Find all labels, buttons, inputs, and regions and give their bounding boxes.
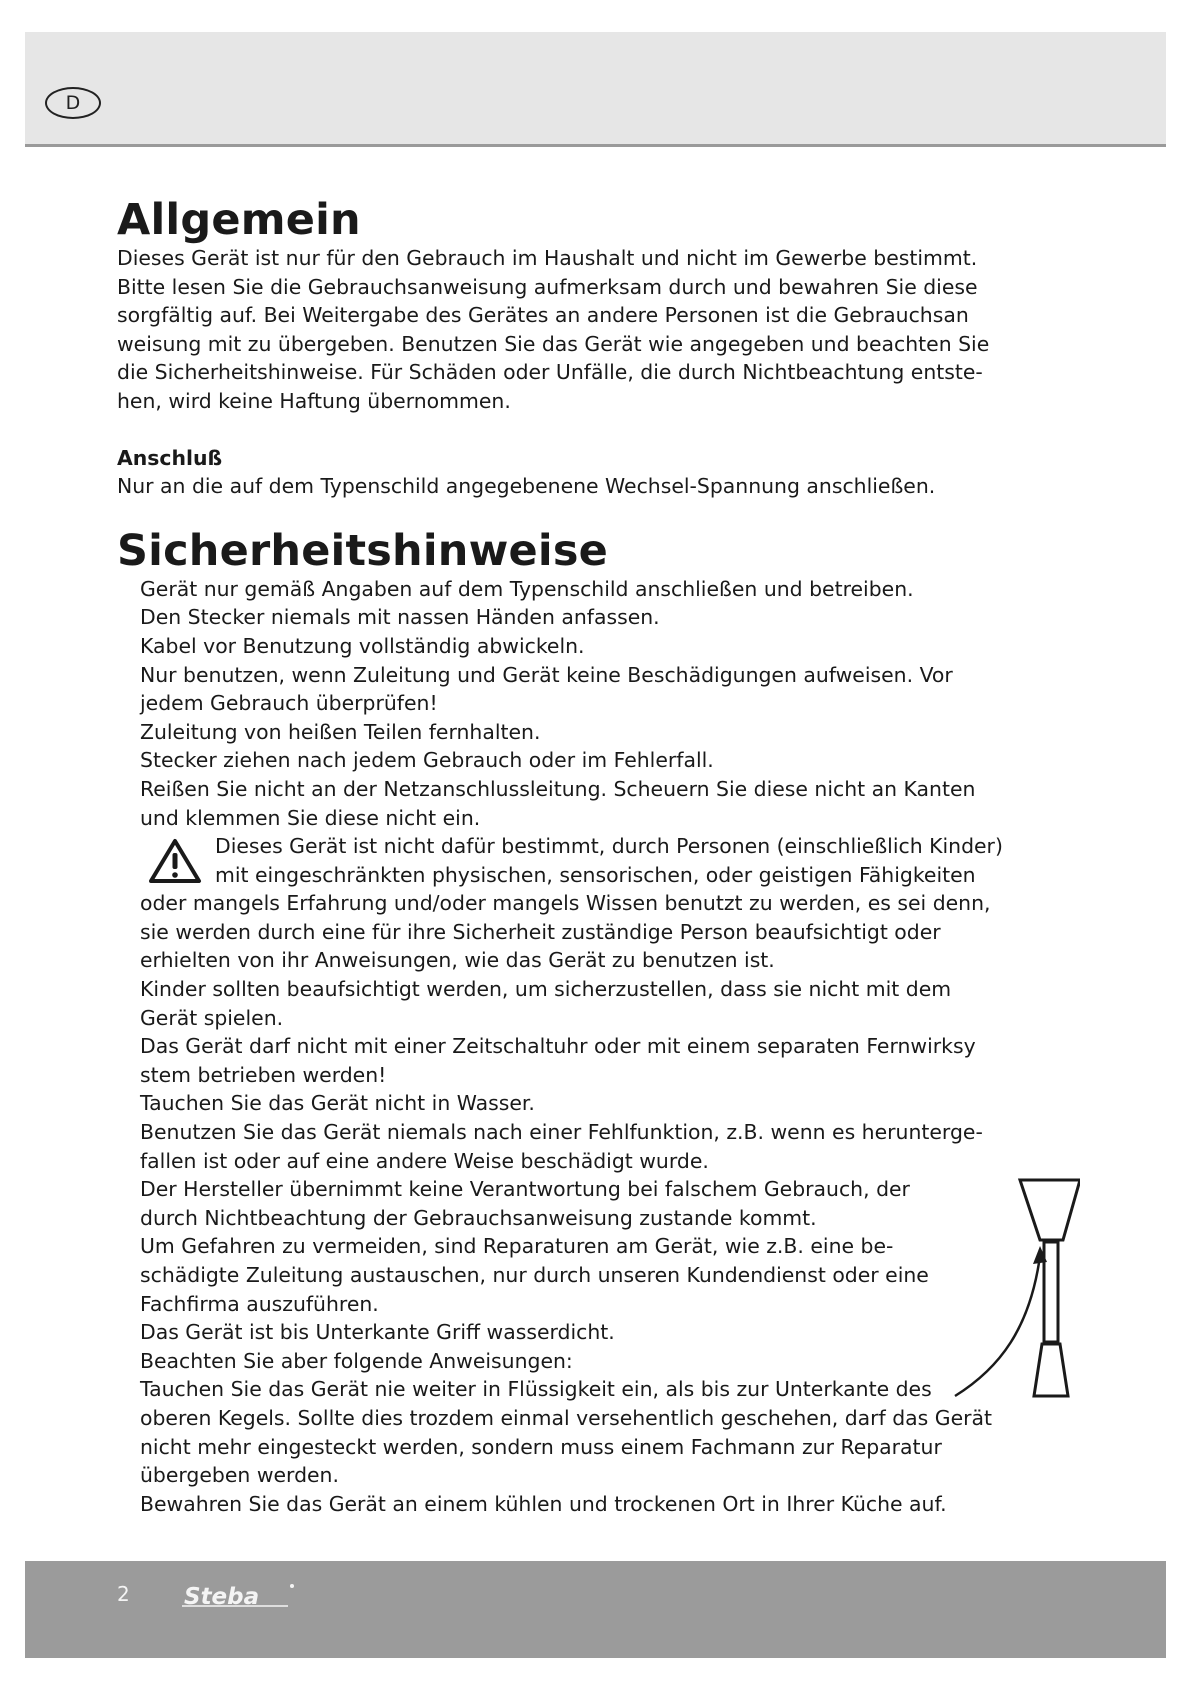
- section-title-general: Allgemein: [117, 195, 361, 245]
- safety-item-line: Stecker ziehen nach jedem Gebrauch oder im Fehlerfall.: [140, 748, 714, 773]
- safety-item-line: Beachten Sie aber folgende Anweisungen:: [140, 1348, 573, 1373]
- safety-item-line: stem betrieben werden!: [140, 1062, 387, 1087]
- warning-line: sie werden durch eine für ihre Sicherheit zuständige Person beaufsichtigt oder: [140, 919, 941, 944]
- safety-item: [140, 1032, 1117, 1089]
- general-line: Bitte lesen Sie die Gebrauchsanweisung aufmerksam durch und bewahren Sie diese: [117, 274, 978, 299]
- lower-cone-shape: [1034, 1344, 1068, 1396]
- safety-item-line: schädigte Zuleitung austauschen, nur durch unseren Kundendienst oder eine: [140, 1263, 929, 1287]
- safety-item-line: jedem Gebrauch überprüfen!: [140, 691, 438, 716]
- safety-item: [140, 661, 1117, 718]
- safety-item: [140, 603, 1117, 632]
- safety-item-line: Den Stecker niemals mit nassen Händen anfassen.: [140, 605, 660, 630]
- safety-item-line: durch Nichtbeachtung der Gebrauchsanweisung zustande kommt.: [140, 1205, 817, 1230]
- safety-item: [140, 1490, 1117, 1519]
- safety-item-line: Benutzen Sie das Gerät niemals nach einer Fehlfunktion, z.B. wenn es herunterge-: [140, 1120, 983, 1145]
- connection-heading: Anschluß: [117, 445, 223, 470]
- upper-cone-shape: [1020, 1180, 1080, 1240]
- safety-item-line: Tauchen Sie das Gerät nie weiter in Flüssigkeit ein, als bis zur Unterkante des: [140, 1377, 932, 1402]
- safety-item: [140, 1089, 1117, 1118]
- safety-item-line: Fachfirma auszuführen.: [140, 1291, 379, 1316]
- safety-item-line: fallen ist oder auf eine andere Weise beschädigt wurde.: [140, 1148, 709, 1173]
- general-line: sorgfältig auf. Bei Weitergabe des Gerätes an andere Personen ist die Gebrauchsan: [117, 303, 969, 328]
- arrow-shape: [955, 1256, 1040, 1396]
- safety-item-line: Das Gerät ist bis Unterkante Griff wasserdicht.: [140, 1320, 615, 1345]
- safety-item: [140, 1118, 1117, 1175]
- safety-item-line: übergeben werden.: [140, 1463, 339, 1488]
- page-number: 2: [117, 1582, 130, 1606]
- warning-line: Dieses Gerät ist nicht dafür bestimmt, durch Personen (einschließlich Kinder): [215, 834, 1003, 859]
- warning-line: erhielten von ihr Anweisungen, wie das Gerät zu benutzen ist.: [140, 948, 775, 973]
- shaft-shape: [1044, 1242, 1058, 1342]
- safety-item-line: Nur benutzen, wenn Zuleitung und Gerät keine Beschädigungen aufweisen. Vor: [140, 662, 953, 687]
- safety-item-line: Zuleitung von heißen Teilen fernhalten.: [140, 719, 541, 744]
- safety-item-line: und klemmen Sie diese nicht ein.: [140, 805, 481, 830]
- safety-item: [140, 975, 1117, 1032]
- general-line: die Sicherheitshinweise. Für Schäden oder Unfälle, die durch Nichtbeachtung entste-: [117, 360, 983, 385]
- warning-triangle-icon: [148, 838, 202, 884]
- safety-item-line: Das Gerät darf nicht mit einer Zeitschaltuhr oder mit einem separaten Fernwirksy: [140, 1034, 976, 1059]
- warning-line: mit eingeschränkten physischen, sensorischen, oder geistigen Fähigkeiten: [215, 862, 976, 887]
- safety-item: [140, 632, 1117, 661]
- language-badge: D: [45, 87, 101, 119]
- safety-item: [140, 718, 1117, 747]
- safety-item-line: Gerät spielen.: [140, 1005, 284, 1030]
- connection-text: Nur an die auf dem Typenschild angegebenene Wechsel-Spannung anschließen.: [117, 474, 936, 499]
- safety-item-line: Tauchen Sie das Gerät nicht in Wasser.: [140, 1091, 535, 1116]
- general-line: Dieses Gerät ist nur für den Gebrauch im Haushalt und nicht im Gewerbe bestimmt.: [117, 246, 978, 270]
- safety-item-line: oberen Kegels. Sollte dies trozdem einmal versehentlich geschehen, darf das Gerät: [140, 1405, 992, 1430]
- warning-line: oder mangels Erfahrung und/oder mangels Wissen benutzt zu werden, es sei denn,: [140, 891, 991, 916]
- svg-text:Steba: Steba: [184, 1584, 260, 1610]
- general-line: weisung mit zu übergeben. Benutzen Sie das Gerät wie angegeben und beachten Sie: [117, 331, 990, 356]
- safety-item-line: Kinder sollten beaufsichtigt werden, um sicherzustellen, dass sie nicht mit dem: [140, 977, 952, 1002]
- safety-item-line: Bewahren Sie das Gerät an einem kühlen und trockenen Ort in Ihrer Küche auf.: [140, 1491, 947, 1516]
- header-bar: [25, 32, 1166, 147]
- general-line: hen, wird keine Haftung übernommen.: [117, 388, 511, 413]
- safety-item-line: Kabel vor Benutzung vollständig abwickeln.: [140, 633, 585, 658]
- general-paragraph: [117, 244, 1117, 416]
- steba-logo: [180, 1580, 300, 1614]
- safety-item-line: Reißen Sie nicht an der Netzanschlussleitung. Scheuern Sie diese nicht an Kanten: [140, 776, 976, 801]
- safety-item: [140, 1175, 1000, 1232]
- safety-item-line: Um Gefahren zu vermeiden, sind Reparaturen am Gerät, wie z.B. eine be-: [140, 1234, 894, 1259]
- safety-item: [140, 775, 1117, 832]
- safety-item-line: Der Hersteller übernimmt keine Verantwortung bei falschem Gebrauch, der: [140, 1177, 910, 1202]
- safety-item-line: nicht mehr eingesteckt werden, sondern muss einem Fachmann zur Reparatur: [140, 1434, 942, 1459]
- safety-item: [140, 575, 1117, 604]
- immersion-diagram: [880, 1178, 1080, 1408]
- warning-item: [140, 832, 1117, 975]
- safety-item: [140, 746, 1117, 775]
- safety-item-line: Gerät nur gemäß Angaben auf dem Typenschild anschließen und betreiben.: [140, 576, 914, 601]
- safety-item: [140, 1232, 1000, 1318]
- section-title-safety: Sicherheitshinweise: [117, 525, 608, 576]
